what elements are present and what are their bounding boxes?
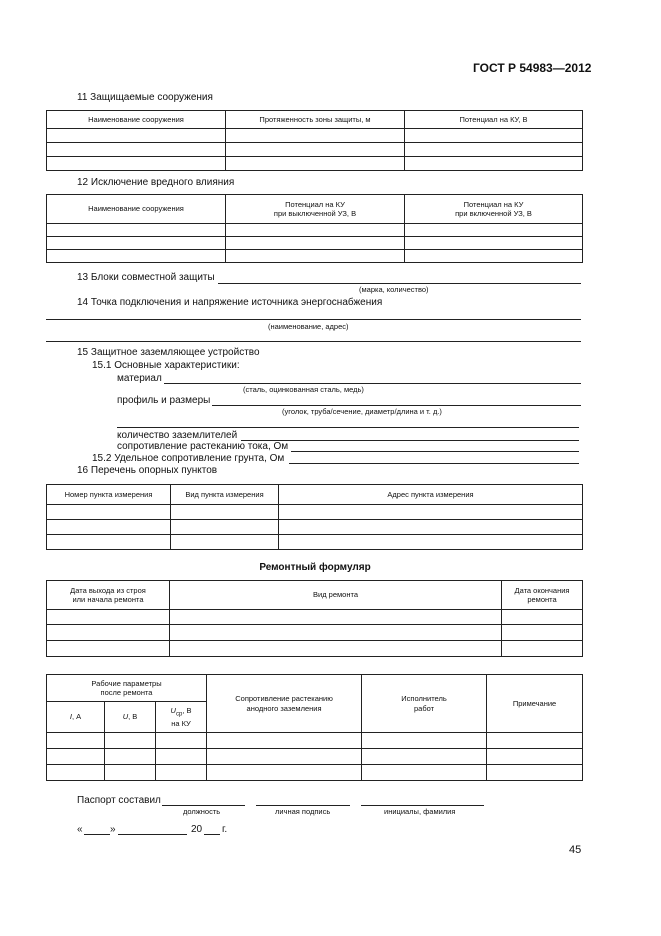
resistance-label: сопротивление растеканию тока, Ом [117, 441, 289, 452]
table-cell[interactable] [226, 250, 405, 263]
table-cell[interactable] [502, 610, 583, 625]
table-cell[interactable] [226, 224, 405, 237]
table-cell[interactable] [170, 641, 502, 657]
col-header: Примечание [487, 675, 583, 733]
table-cell[interactable] [226, 143, 405, 157]
table-cell[interactable] [105, 765, 156, 781]
caption: инициалы, фамилия [384, 807, 456, 816]
table-cell[interactable] [279, 535, 583, 550]
table-cell[interactable] [279, 520, 583, 535]
table-cell[interactable] [105, 749, 156, 765]
table-cell[interactable] [226, 237, 405, 250]
document-id: ГОСТ Р 54983—2012 [473, 61, 592, 75]
count-label: количество заземлителей [117, 430, 238, 441]
repair-log-table [46, 580, 583, 657]
fill-line[interactable] [291, 451, 579, 452]
profile-label: профиль и размеры [117, 395, 211, 406]
fill-line[interactable] [117, 427, 579, 428]
col-header: Вид ремонта [170, 581, 502, 610]
year-suffix: г. [222, 824, 228, 835]
caption: (наименование, адрес) [268, 322, 349, 331]
col-header: Потенциал на КУ при включенной УЗ, В [405, 195, 583, 224]
section-11-title: 11 Защищаемые сооружения [77, 92, 213, 103]
material-label: материал [117, 373, 162, 384]
section-15-1-title: 15.1 Основные характеристики: [92, 360, 240, 371]
table-cell[interactable] [279, 505, 583, 520]
col-header: Наименование сооружения [47, 195, 226, 224]
signature-line[interactable] [256, 805, 350, 806]
post-repair-parameters-table [46, 674, 583, 781]
col-header: Наименование сооружения [47, 111, 226, 129]
table-cell[interactable] [47, 224, 226, 237]
section-15-2-title: 15.2 Удельное сопротивление грунта, Ом [92, 453, 285, 464]
table-cell[interactable] [47, 250, 226, 263]
table-cell[interactable] [170, 625, 502, 641]
table-cell[interactable] [502, 625, 583, 641]
table-cell[interactable] [47, 625, 170, 641]
caption: личная подпись [275, 807, 331, 816]
table-cell[interactable] [47, 733, 105, 749]
table-cell[interactable] [47, 641, 170, 657]
table-cell[interactable] [362, 749, 487, 765]
table-cell[interactable] [47, 610, 170, 625]
table-cell[interactable] [207, 765, 362, 781]
col-header: Потенциал на КУ, В [405, 111, 583, 129]
table-cell[interactable] [207, 733, 362, 749]
section-15-title: 15 Защитное заземляющее устройство [77, 347, 260, 358]
table-cell[interactable] [405, 237, 583, 250]
table-cell[interactable] [171, 535, 279, 550]
col-header: Дата окончания ремонта [502, 581, 583, 610]
table-cell[interactable] [47, 520, 171, 535]
position-line[interactable] [162, 805, 245, 806]
protected-structures-table [46, 110, 583, 171]
table-cell[interactable] [47, 765, 105, 781]
name-line[interactable] [361, 805, 484, 806]
table-cell[interactable] [405, 129, 583, 143]
table-cell[interactable] [405, 157, 583, 171]
page-number: 45 [569, 844, 582, 856]
table-cell[interactable] [47, 535, 171, 550]
col-header: Исполнитель работ [362, 675, 487, 733]
compiled-by-label: Паспорт составил [77, 795, 161, 806]
col-header-current: I, А [47, 702, 105, 733]
reference-points-table [46, 484, 583, 550]
table-cell[interactable] [405, 143, 583, 157]
table-cell[interactable] [47, 157, 226, 171]
table-cell[interactable] [487, 733, 583, 749]
caption: (сталь, оцинкованная сталь, медь) [243, 385, 364, 394]
month-line[interactable] [118, 834, 187, 835]
col-header: Дата выхода из строя или начала ремонта [47, 581, 170, 610]
fill-line[interactable] [289, 463, 579, 464]
table-cell[interactable] [487, 749, 583, 765]
table-cell[interactable] [47, 143, 226, 157]
table-cell[interactable] [170, 610, 502, 625]
table-cell[interactable] [47, 129, 226, 143]
caption: должность [183, 807, 221, 816]
table-cell[interactable] [405, 224, 583, 237]
section-12-title: 12 Исключение вредного влияния [77, 177, 235, 188]
table-cell[interactable] [171, 520, 279, 535]
col-header-voltage: U, В [105, 702, 156, 733]
fill-line[interactable] [46, 319, 581, 320]
table-cell[interactable] [226, 129, 405, 143]
table-cell[interactable] [502, 641, 583, 657]
table-cell[interactable] [47, 505, 171, 520]
col-header: Протяженность зоны защиты, м [226, 111, 405, 129]
fill-line[interactable] [46, 341, 581, 342]
year-prefix: 20 [191, 824, 203, 835]
table-cell[interactable] [156, 733, 207, 749]
table-cell[interactable] [156, 749, 207, 765]
section-14-title: 14 Точка подключения и напряжение источника энергоснабжения [77, 297, 383, 308]
table-cell[interactable] [156, 765, 207, 781]
caption: (марка, количество) [359, 285, 429, 294]
caption: (уголок, труба/сечение, диаметр/длина и т. д.) [282, 407, 442, 416]
interference-table [46, 194, 583, 263]
section-13-title: 13 Блоки совместной защиты [77, 272, 215, 283]
fill-line[interactable] [164, 383, 581, 384]
table-cell[interactable] [47, 237, 226, 250]
year-line[interactable] [204, 834, 220, 835]
table-cell[interactable] [487, 765, 583, 781]
date-close-quote: » [110, 824, 116, 835]
section-16-title: 16 Перечень опорных пунктов [77, 465, 218, 476]
fill-line[interactable] [218, 283, 581, 284]
repair-log-title: Ремонтный формуляр [259, 562, 371, 573]
col-header: Потенциал на КУ при выключенной УЗ, В [226, 195, 405, 224]
table-cell[interactable] [226, 157, 405, 171]
fill-line[interactable] [212, 405, 581, 406]
table-cell[interactable] [171, 505, 279, 520]
col-header: Рабочие параметры после ремонта [47, 675, 207, 702]
date-open-quote: « [77, 824, 83, 835]
day-line[interactable] [84, 834, 110, 835]
table-cell[interactable] [405, 250, 583, 263]
table-cell[interactable] [207, 749, 362, 765]
col-header: Номер пункта измерения [47, 485, 171, 505]
table-cell[interactable] [105, 733, 156, 749]
col-header-potential: $U_{ср}$, В на КУ [156, 702, 207, 733]
table-cell[interactable] [47, 749, 105, 765]
table-cell[interactable] [362, 733, 487, 749]
col-header: Вид пункта измерения [171, 485, 279, 505]
fill-line[interactable] [241, 440, 579, 441]
col-header: Адрес пункта измерения [279, 485, 583, 505]
col-header: Сопротивление растеканию анодного заземления [207, 675, 362, 733]
table-cell[interactable] [362, 765, 487, 781]
